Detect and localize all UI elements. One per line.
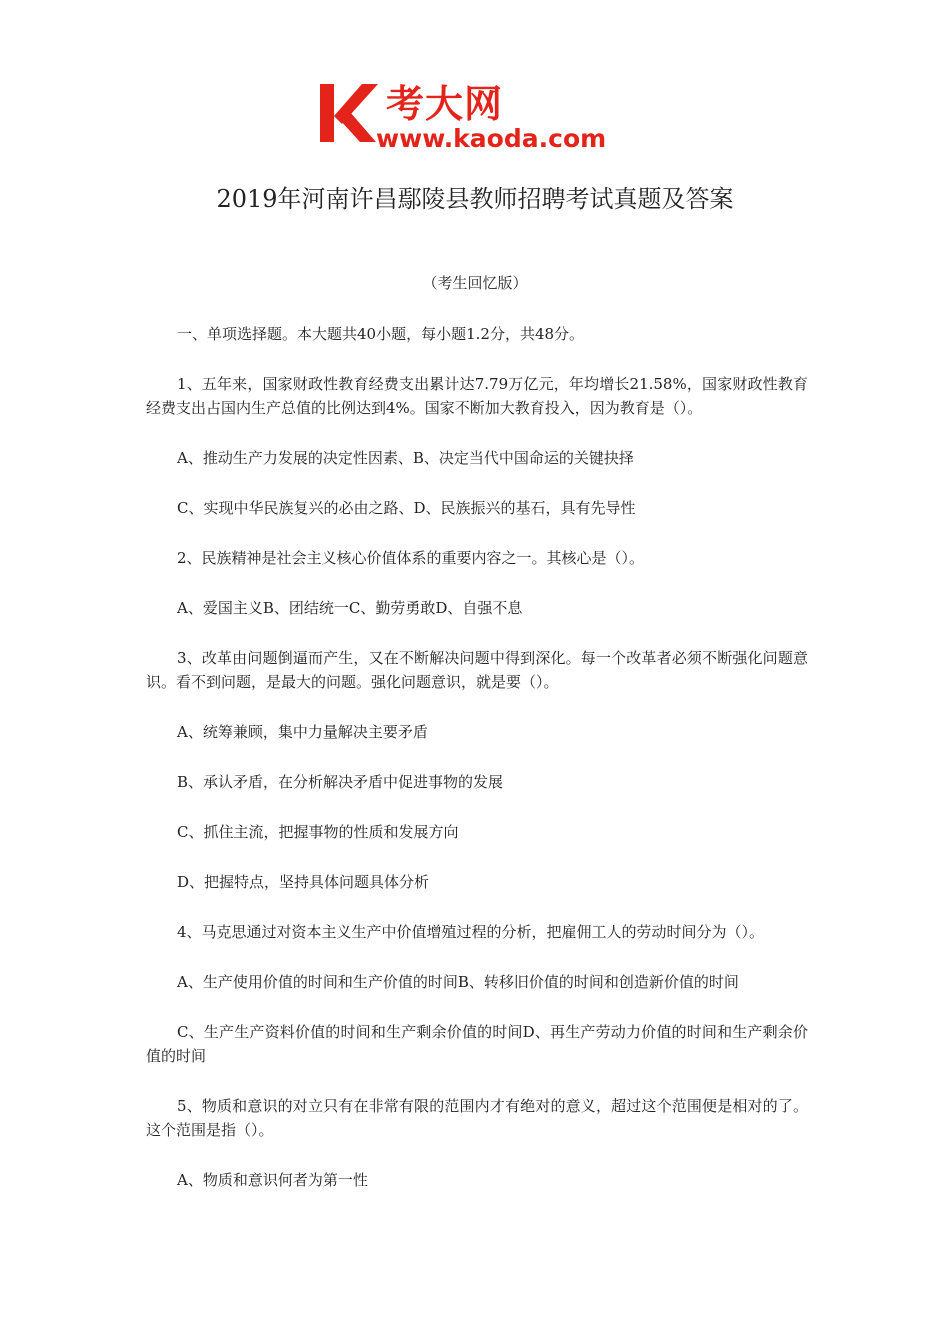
section-heading: 一、单项选择题。本大题共40小题，每小题1.2分，共48分。 [177, 325, 585, 343]
question-5-option-a: A、物质和意识何者为第一性 [177, 1171, 368, 1189]
k-logo-icon [318, 80, 380, 146]
question-1: 1、五年来，国家财政性教育经费支出累计达7.79万亿元，年均增长21.58%，国家财政性教育经费支出占国内生产总值的比例达到4%。国家不断加大教育投入，因为教育是（）。 [146, 375, 808, 417]
kaoda-logo [318, 80, 638, 160]
question-1-options-cd: C、实现中华民族复兴的必由之路、D、民族振兴的基石，具有先导性 [177, 499, 636, 517]
question-1-options-ab: A、推动生产力发展的决定性因素、B、决定当代中国命运的关键抉择 [177, 449, 634, 467]
question-4: 4、马克思通过对资本主义生产中价值增殖过程的分析，把雇佣工人的劳动时间分为（）。 [177, 923, 765, 941]
question-3-option-b: B、承认矛盾，在分析解决矛盾中促进事物的发展 [177, 773, 504, 791]
question-5: 5、物质和意识的对立只有在非常有限的范围内才有绝对的意义，超过这个范围便是相对的了。这个范围是指（）。 [146, 1097, 808, 1139]
question-2: 2、民族精神是社会主义核心价值体系的重要内容之一。其核心是（）。 [177, 549, 645, 567]
document-subtitle: （考生回忆版） [422, 274, 528, 292]
question-3-option-d: D、把握特点，坚持具体问题具体分析 [177, 873, 430, 891]
logo-brand-text: 考大网 [386, 82, 504, 126]
logo-url-text: www.kaoda.com [376, 124, 607, 153]
question-3-option-c: C、抓住主流，把握事物的性质和发展方向 [177, 823, 459, 841]
question-4-options-cd: C、生产生产资料价值的时间和生产剩余价值的时间D、再生产劳动力价值的时间和生产剩余价值的时间 [146, 1023, 808, 1065]
question-3: 3、改革由问题倒逼而产生，又在不断解决问题中得到深化。每一个改革者必须不断强化问题意识。看不到问题，是最大的问题。强化问题意识，就是要（）。 [146, 649, 808, 691]
question-3-option-a: A、统筹兼顾，集中力量解决主要矛盾 [177, 723, 428, 741]
question-2-options: A、爱国主义B、团结统一C、勤劳勇敢D、自强不息 [177, 599, 523, 617]
document-title: 2019年河南许昌鄢陵县教师招聘考试真题及答案 [216, 185, 734, 213]
question-4-options-ab: A、生产使用价值的时间和生产价值的时间B、转移旧价值的时间和创造新价值的时间 [177, 973, 739, 991]
